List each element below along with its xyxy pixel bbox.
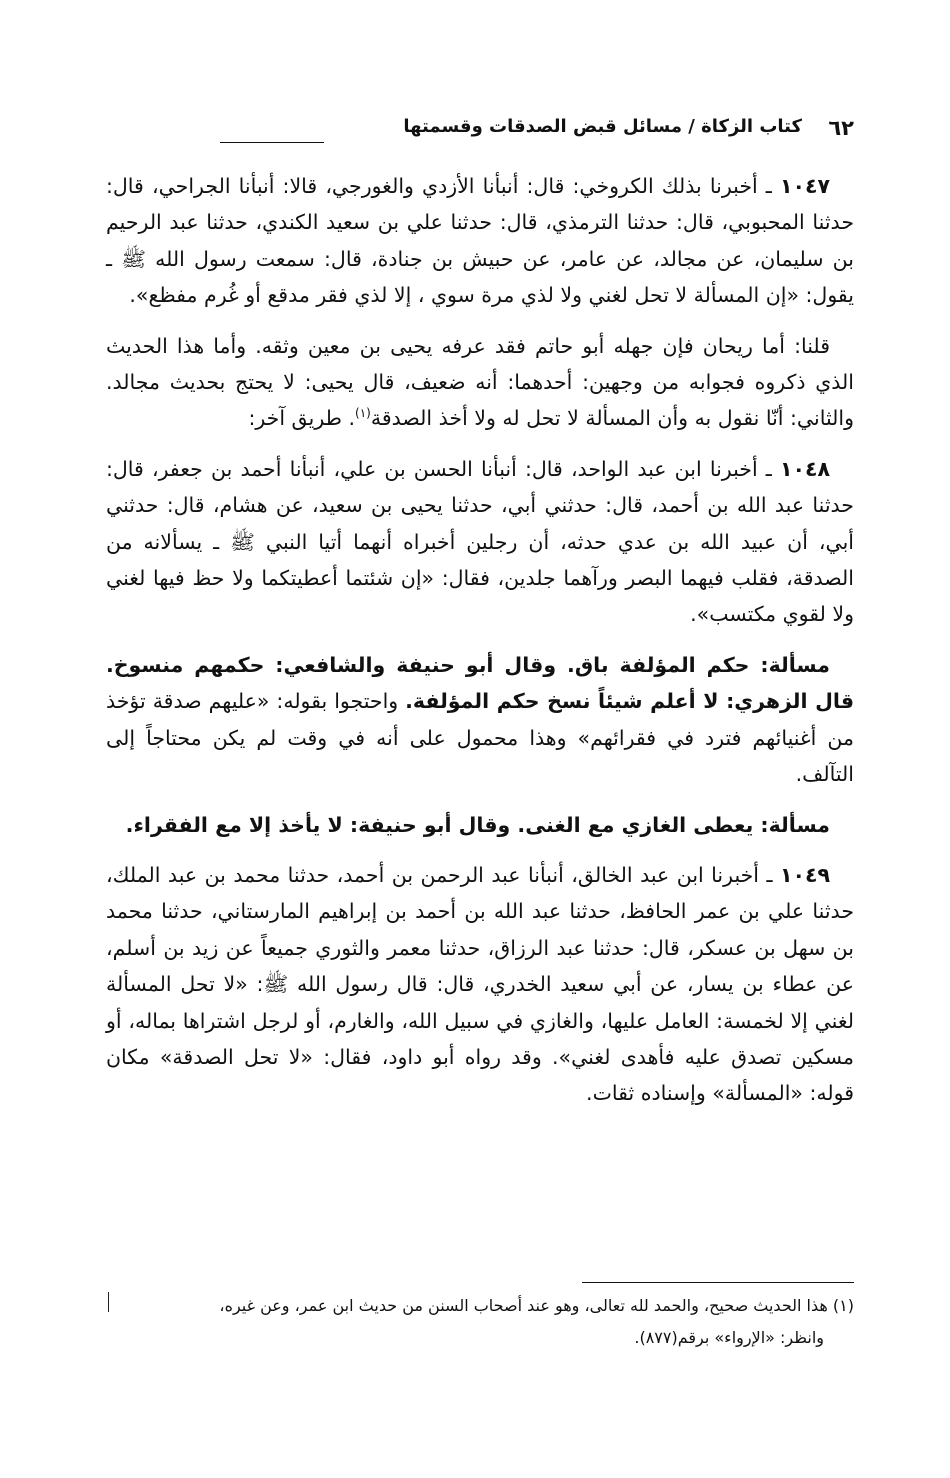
text-run: ـ أخبرنا ابن عبد الواحد، قال: أنبأنا الحسن بن علي، أنبأنا أحمد بن جعفر، قال: حدثنا عبد الله بن أحمد، قال: حدثني أبي، حدثنا يحيى بن سعيد، عن هشام، قال: حدثني أبي، أن عبيد الله بن عدي حدثه، أن رجلين أخبراه أنهما أتيا النبي ﷺ ـ يسألانه من الصدقة، فقلب فيهما البصر ورآهما جلدين، فقال: «إن شئتما أعطيتكما ولا حظ فيها لغني ولا لقوي مكتسب». xyxy=(106,456,854,627)
bold-text: مسألة: حكم المؤلفة باق. وقال أبو حنيفة والشافعي: حكمهم منسوخ. قال الزهري: لا أعلم شيئاً نسخ حكم المؤلفة. xyxy=(106,652,855,714)
header-rule xyxy=(220,142,324,143)
paragraph-p-muallafa xyxy=(106,647,854,793)
text-run: ـ أخبرنا ابن عبد الخالق، أنبأنا عبد الرحمن بن أحمد، حدثنا محمد بن عبد الملك، حدثنا علي بن عمر الحافظ، حدثنا عبد الله بن أحمد بن إبراهيم المارستاني، حدثنا محمد بن سهل بن عسكر، قال: حدثنا عبد الرزاق، حدثنا معمر والثوري جميعاً عن زيد بن أسلم، عن عطاء بن يسار، عن أبي سعيد الخدري، قال: قال رسول الله ﷺ: xyxy=(106,862,855,997)
footnote-1: (١) هذا الحديث صحيح، والحمد لله تعالى، وهو عند أصحاب السنن من حديث ابن عمر، وعن غيره، xyxy=(219,1296,854,1315)
footnote-reference: (١) xyxy=(355,406,371,421)
bold-text: ١٠٤٧ xyxy=(779,174,830,198)
footnote-separator xyxy=(582,1282,854,1283)
footnote-1-continuation: وانظر: «الإرواء» برقم(٨٧٧). xyxy=(634,1328,824,1347)
page-number: ٦٢ xyxy=(828,116,854,140)
bold-text: ١٠٤٨ xyxy=(779,456,830,481)
running-header xyxy=(110,112,854,148)
margin-mark xyxy=(108,1292,109,1312)
bold-text: مسألة: يعطى الغازي مع الغنى. وقال أبو حنيفة: لا يأخذ إلا مع الفقراء. xyxy=(125,812,830,837)
body-text xyxy=(106,168,854,1126)
paragraph-p-ghazi xyxy=(106,807,854,843)
chapter-title: كتاب الزكاة / مسائل قبض الصدقات وقسمتها xyxy=(403,116,802,137)
text-run: «لا تحل المسألة لغني إلا لخمسة: العامل عليها، والغازي في سبيل الله، والغارم، أو لرجل اشتراها بماله، أو مسكين تصدق عليه فأهدى لغني». xyxy=(106,972,854,1069)
bold-text: ١٠٤٩ xyxy=(779,862,830,887)
paragraph-p1049 xyxy=(106,857,854,1112)
text-run: ـ أخبرنا بذلك الكروخي: قال: أنبأنا الأزدي والغورجي، قالا: أنبأنا الجراحي، قال: حدثنا المحبوبي، قال: حدثنا الترمذي، قال: حدثنا علي بن سعيد الكندي، حدثنا عبد الرحيم بن سليمان، عن مجالد، عن عامر، عن حبيش بن جنادة، قال: سمعت رسول الله ﷺ ـ يقول: «إن المسألة لا تحل لغني ولا لذي مرة سوي ، إلا لذي فقر مدقع أو غُرم مفظع». xyxy=(106,174,854,308)
text-run: قلنا: أما ريحان فإن جهله أبو حاتم فقد عرفه يحيى بن معين وثقه. وأما هذا الحديث الذي ذكروه فجوابه من وجهين: أحدهما: أنه ضعيف، قال يحيى: لا يحتج بحديث مجالد. والثاني: أنّا نقول به وأن المسألة لا تحل له ولا أخذ الصدقة xyxy=(106,333,854,431)
paragraph-p-rayhan xyxy=(106,328,854,437)
text-run: . طريق آخر: xyxy=(248,406,356,431)
paragraph-p1048 xyxy=(106,451,854,633)
footnotes xyxy=(114,1290,854,1354)
paragraph-p1047 xyxy=(106,168,854,314)
text-run: واحتجوا بقوله: «عليهم صدقة تؤخذ من أغنيائهم فترد في فقرائهم» وهذا محمول على أنه في وقت لم يكن محتاجاً إلى التآلف. xyxy=(106,689,854,787)
text-run: وقد رواه أبو داود، فقال: «لا تحل الصدقة» مكان قوله: «المسألة» وإسناده ثقات. xyxy=(106,1044,854,1106)
